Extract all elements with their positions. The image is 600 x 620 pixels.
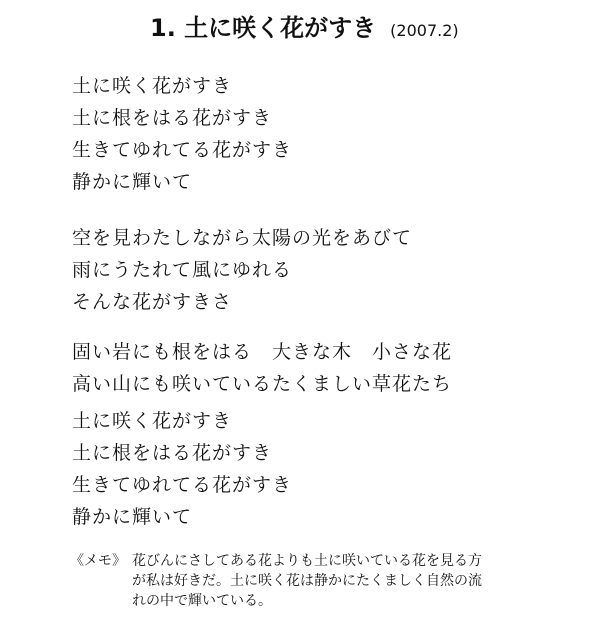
lyric-line: 空を見わたしながら太陽の光をあびて — [72, 227, 413, 249]
lyric-line: 静かに輝いて — [72, 171, 193, 193]
title-text: 1. 土に咲く花がすき — [150, 14, 377, 42]
lyric-line: 雨にうたれて風にゆれる — [72, 259, 293, 281]
lyric-line: 土に根をはる花がすき — [72, 107, 273, 129]
lyric-line: 高い山にも咲いているたくましい草花たち — [72, 373, 453, 395]
memo-note — [70, 551, 482, 611]
title-date: (2007.2) — [390, 21, 459, 40]
memo-line: れの中で輝いている。 — [132, 593, 272, 609]
stanza-3 — [72, 336, 452, 400]
lyric-line: 固い岩にも根をはる 大きな木 小さな花 — [72, 341, 453, 363]
memo-label: 《メモ》 — [70, 553, 126, 569]
memo-line: 花びんにさしてある花よりも土に咲いている花を見る方 — [132, 553, 482, 569]
lyric-line: 生きてゆれてる花がすき — [72, 474, 293, 496]
stanza-2 — [72, 222, 412, 318]
song-title — [150, 8, 459, 43]
stanza-4 — [72, 405, 292, 533]
lyric-line: 土に根をはる花がすき — [72, 442, 273, 464]
lyric-line: 土に咲く花がすき — [72, 410, 233, 432]
lyric-line: そんな花がすきさ — [72, 291, 233, 313]
lyric-line: 静かに輝いて — [72, 506, 193, 528]
lyric-line: 生きてゆれてる花がすき — [72, 139, 293, 161]
stanza-1 — [72, 70, 292, 198]
lyric-line: 土に咲く花がすき — [72, 75, 233, 97]
memo-line: が私は好きだ。土に咲く花は静かにたくましく自然の流 — [132, 573, 482, 589]
